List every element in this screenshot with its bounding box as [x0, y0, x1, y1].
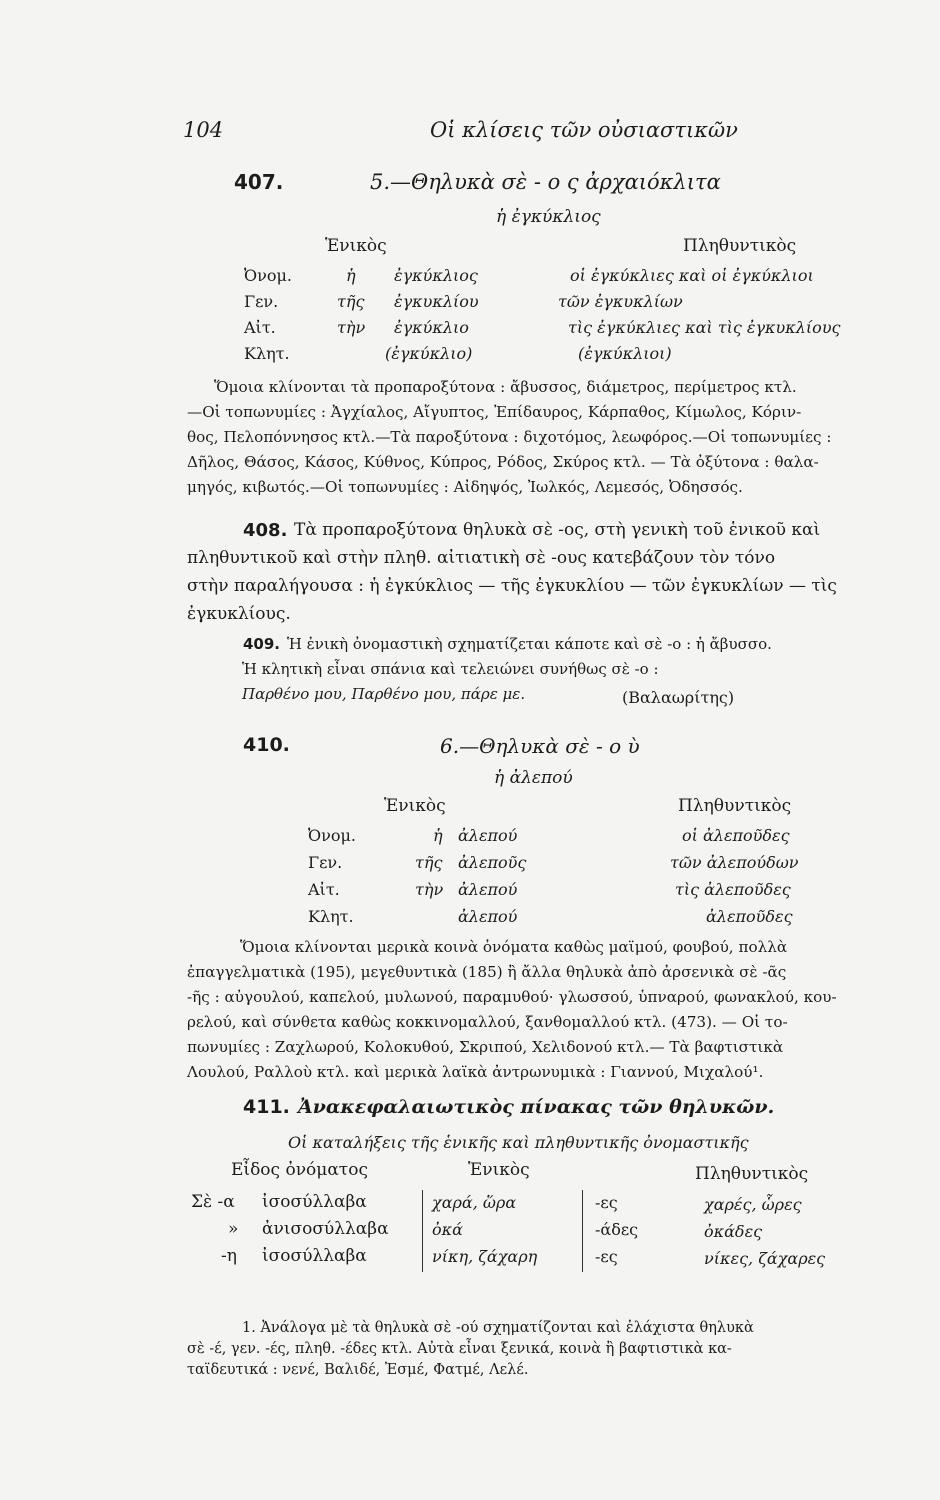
text-line: Λουλού, Ραλλοὺ κτλ. καὶ μερικὰ λαϊκὰ ἀντρωνυμικὰ : Γιαννού, Μιχαλού¹.: [187, 1063, 764, 1081]
section-number-410: 410.: [243, 734, 290, 756]
text-line: -ῆς : αὐγουλού, καπελού, μυλωνού, παραμυθού· γλωσσού, ὑπναρού, φωνακλού, κου-: [187, 988, 837, 1006]
form: ἀλεπού: [458, 826, 518, 845]
footnote: [187, 1318, 754, 1381]
singular-example: ὀκά: [432, 1220, 463, 1239]
text-line: Ἡ ἐνικὴ ὀνομαστικὴ σχηματίζεται κάποτε καὶ σὲ -ο : ἡ ἄβυσσο.: [287, 635, 772, 653]
plural-form: τῶν ἀλεπούδων: [670, 853, 799, 872]
paragraph-407: [187, 375, 832, 500]
text-line: πληθυντικοῦ καὶ στὴν πληθ. αἰτιατικὴ σὲ -ους κατεβάζουν τὸν τόνο: [187, 548, 776, 568]
text-line: —Οἱ τοπωνυμίες : Ἀγχίαλος, Αἴγυπτος, Ἐπίδαυρος, Κάρπαθος, Κίμωλος, Κόριν-: [187, 403, 802, 421]
case-label: Ὀνομ.: [308, 826, 356, 845]
text-line: μηγός, κιβωτός.—Οἱ τοπωνυμίες : Αἰδηψός, Ἰωλκός, Λεμεσός, Ὀδησσός.: [187, 478, 743, 496]
section-number-411: 411.: [243, 1096, 290, 1118]
footnote-line: σὲ -έ, γεν. -ές, πληθ. -έδες κτλ. Αὐτὰ εἶναι ξενικά, κοινὰ ἢ βαφτιστικὰ κα-: [187, 1341, 732, 1357]
col-kind-411: Εἶδος ὀνόματος: [231, 1160, 368, 1180]
text-line: ἐπαγγελματικὰ (195), μεγεθυντικὰ (185) ἢ ἄλλα θηλυκὰ ἀπὸ ἀρσενικὰ σὲ -ᾶς: [187, 963, 787, 981]
paragraph-408: [187, 516, 837, 628]
plural-example: ὀκάδες: [704, 1222, 763, 1241]
paragraph-410: [187, 935, 837, 1085]
section-number-407: 407.: [234, 170, 284, 194]
plural-form: τὶς ἀλεποῦδες: [675, 880, 791, 899]
column-divider: [582, 1190, 583, 1272]
form: ἀλεπού: [458, 907, 518, 926]
case-label: Γεν.: [308, 853, 343, 872]
plural-ending: -ες: [595, 1193, 618, 1212]
section-number-409: 409.: [243, 635, 281, 653]
section-number-408: 408.: [243, 520, 288, 541]
footnote-line: ταϊδευτικά : νενέ, Βαλιδέ, Ἐσμέ, Φατμέ, Λελέ.: [187, 1362, 529, 1378]
case-label: Αἰτ.: [308, 880, 340, 899]
row-prefix: Σὲ -α: [191, 1192, 235, 1212]
text-line: στὴν παραλήγουσα : ἡ ἐγκύκλιος — τῆς ἐγκυκλίου — τῶν ἐγκυκλίων — τὶς: [187, 576, 837, 596]
column-divider: [422, 1190, 423, 1272]
plural-form: οἱ ἀλεποῦδες: [682, 826, 790, 845]
form: ἐγκύκλιο: [394, 318, 469, 337]
plural-form: ἀλεποῦδες: [706, 907, 793, 926]
text-line: Ὅμοια κλίνονται τὰ προπαροξύτονα : ἄβυσσος, διάμετρος, περίμετρος κτλ.: [214, 378, 797, 396]
noun-kind: ἰσοσύλλαβα: [262, 1192, 367, 1212]
article: τῆς: [415, 853, 443, 872]
col-plural-411: Πληθυντικὸς: [695, 1164, 809, 1184]
noun-kind: ἰσοσύλλαβα: [262, 1246, 367, 1266]
section-title-410: 6.—Θηλυκὰ σὲ - ο ὺ: [440, 734, 640, 758]
text-line: Ἡ κλητικὴ εἶναι σπάνια καὶ τελειώνει συνήθως σὲ -ο :: [242, 660, 659, 678]
plural-form: τῶν ἐγκυκλίων: [558, 292, 683, 311]
row-prefix: -η: [221, 1246, 237, 1266]
col-singular-407: Ἑνικὸς: [325, 236, 387, 256]
row-prefix: »: [228, 1219, 239, 1239]
col-singular-410: Ἑνικὸς: [384, 796, 446, 816]
plural-form: οἱ ἐγκύκλιες καὶ οἱ ἐγκύκλιοι: [570, 266, 814, 285]
article: τῆς: [337, 292, 365, 311]
page-number: 104: [183, 118, 224, 142]
article: ἡ: [433, 826, 443, 845]
noun-kind: ἀνισοσύλλαβα: [262, 1219, 389, 1239]
plural-ending: -ες: [595, 1247, 618, 1266]
form: (ἐγκύκλιο): [385, 344, 473, 363]
example-word-407: ἡ ἐγκύκλιος: [496, 207, 601, 227]
col-plural-410: Πληθυντικὸς: [678, 796, 792, 816]
singular-example: χαρά, ὥρα: [432, 1193, 517, 1212]
text-line: Ὅμοια κλίνονται μερικὰ κοινὰ ὀνόματα καθὼς μαϊμού, φουβού, πολλὰ: [240, 938, 788, 956]
singular-example: νίκη, ζάχαρη: [432, 1247, 538, 1266]
case-label: Κλητ.: [244, 344, 290, 363]
footnote-line: 1. Ἀνάλογα μὲ τὰ θηλυκὰ σὲ -ού σχηματίζονται καὶ ἐλάχιστα θηλυκὰ: [242, 1320, 754, 1336]
table-subtitle-411: Οἱ καταλήξεις τῆς ἑνικῆς καὶ πληθυντικῆς ὀνομαστικῆς: [288, 1133, 749, 1152]
running-title: Οἱ κλίσεις τῶν οὐσιαστικῶν: [430, 118, 738, 142]
text-line: Τὰ προπαροξύτονα θηλυκὰ σὲ -ος, στὴ γενικὴ τοῦ ἑνικοῦ καὶ: [294, 520, 821, 540]
form: ἀλεποῦς: [458, 853, 527, 872]
case-label: Κλητ.: [308, 907, 354, 926]
case-label: Γεν.: [244, 292, 279, 311]
case-label: Αἰτ.: [244, 318, 276, 337]
col-singular-411: Ἑνικὸς: [468, 1160, 530, 1180]
article: τὴν: [337, 318, 366, 337]
text-line: θος, Πελοπόννησος κτλ.—Τὰ παροξύτονα : διχοτόμος, λεωφόρος.—Οἱ τοπωνυμίες :: [187, 428, 832, 446]
form: ἐγκύκλιος: [394, 266, 478, 285]
quote-line: Παρθένο μου, Παρθένο μου, πάρε με.: [242, 685, 526, 703]
article: τὴν: [415, 880, 444, 899]
plural-example: νίκες, ζάχαρες: [704, 1249, 826, 1268]
text-line: Δῆλος, Θάσος, Κάσος, Κύθνος, Κύπρος, Ρόδος, Σκύρος κτλ. — Τὰ ὀξύτονα : θαλα-: [187, 453, 819, 471]
section-title-407: 5.—Θηλυκὰ σὲ - ο ς ἀρχαιόκλιτα: [370, 170, 721, 194]
form: ἐγκυκλίου: [394, 292, 479, 311]
plural-ending: -άδες: [595, 1220, 639, 1239]
text-line: ἐγκυκλίους.: [187, 604, 291, 624]
col-plural-407: Πληθυντικὸς: [683, 236, 797, 256]
text-line: πωνυμίες : Ζαχλωρού, Κολοκυθού, Σκριπού, Χελιδονού κτλ.— Τὰ βαφτιστικὰ: [187, 1038, 784, 1056]
article: ἡ: [346, 266, 356, 285]
plural-example: χαρές, ὧρες: [704, 1195, 802, 1214]
plural-form: (ἐγκύκλιοι): [578, 344, 672, 363]
citation-409: (Βαλαωρίτης): [622, 688, 735, 707]
section-title-411: Ἀνακεφαλαιωτικὸς πίνακας τῶν θηλυκῶν.: [298, 1096, 775, 1118]
example-word-410: ἡ ἀλεπού: [494, 768, 573, 788]
text-line: ρελού, καὶ σύνθετα καθὼς κοκκινομαλλού, ξανθομαλλού κτλ. (473). — Οἱ το-: [187, 1013, 788, 1031]
form: ἀλεπού: [458, 880, 518, 899]
case-label: Ὀνομ.: [244, 266, 292, 285]
plural-form: τὶς ἐγκύκλιες καὶ τὶς ἐγκυκλίους: [568, 318, 841, 337]
